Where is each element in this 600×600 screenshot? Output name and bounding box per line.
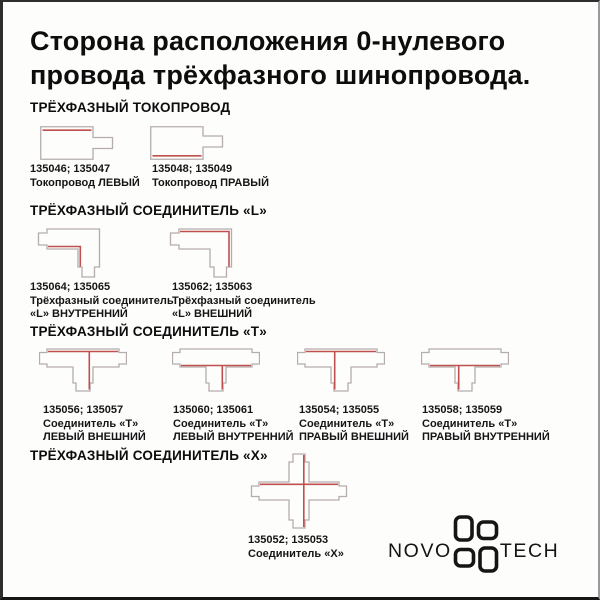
- product-codes: 135052; 135053: [248, 534, 329, 546]
- logo-text-novo: NOVO: [388, 539, 452, 562]
- product-variant: ЛЕВЫЙ ВНЕШНИЙ: [43, 431, 146, 443]
- product-name: Трёхфазный соединитель: [172, 294, 316, 307]
- section-heading-l-connector: ТРЁХФАЗНЫЙ СОЕДИНИТЕЛЬ «L»: [30, 203, 267, 218]
- petal-top-right: [478, 522, 496, 539]
- page-title-line2: провода трёхфазного шинопровода.: [30, 60, 531, 90]
- label-t-right-internal: [422, 404, 550, 445]
- novotech-pinwheel-icon: [453, 515, 499, 573]
- diagram-t-left-external: [39, 347, 127, 393]
- product-variant: ЛЕВЫЙ ВНУТРЕННИЙ: [173, 431, 294, 443]
- product-variant: ПРАВЫЙ ВНУТРЕННИЙ: [422, 431, 550, 443]
- product-codes: 135054; 135055: [299, 404, 380, 416]
- product-name: Соединитель «Т»: [43, 417, 139, 430]
- product-codes: 135048; 135049: [152, 163, 233, 175]
- product-name: Соединитель «Т»: [299, 417, 395, 430]
- label-track-left: [30, 163, 140, 190]
- t-outline: [40, 349, 127, 391]
- diagram-l-internal: [36, 227, 102, 279]
- diagram-t-right-external: [297, 347, 385, 393]
- label-t-left-internal: [173, 404, 294, 445]
- track-right-outline: [151, 127, 223, 160]
- label-t-left-external: [43, 404, 146, 445]
- section-heading-tokoprovod: ТРЁХФАЗНЫЙ ТОКОПРОВОД: [30, 100, 231, 115]
- petal-top-left: [455, 517, 472, 540]
- l-external-outline: [171, 229, 232, 277]
- t-outline: [422, 349, 509, 391]
- product-codes: 135062; 135063: [172, 281, 253, 293]
- product-variant: ПРАВЫЙ ВНЕШНИЙ: [299, 431, 409, 443]
- label-track-right: [152, 163, 269, 190]
- logo-text-tech: TECH: [499, 539, 560, 562]
- product-variant: «L» ВНЕШНИЙ: [172, 308, 253, 320]
- track-left-outline: [41, 127, 113, 160]
- product-variant: «L» ВНУТРЕННИЙ: [30, 308, 128, 320]
- diagram-x-connector: [249, 452, 349, 530]
- diagram-t-left-internal: [172, 347, 260, 393]
- diagram-l-external: [168, 227, 234, 279]
- section-heading-x-connector: ТРЁХФАЗНЫЙ СОЕДИНИТЕЛЬ «Х»: [30, 448, 268, 463]
- novotech-logo: [388, 514, 559, 574]
- diagram-track-left: [40, 126, 120, 160]
- product-codes: 135060; 135061: [173, 404, 254, 416]
- page-title-line1: Сторона расположения 0-нулевого: [30, 26, 506, 56]
- label-l-external: [172, 281, 316, 322]
- product-name: Токопровод ЛЕВЫЙ: [30, 176, 140, 189]
- l-internal-outline: [39, 229, 100, 277]
- product-name: Токопровод ПРАВЫЙ: [152, 176, 269, 189]
- section-heading-t-connector: ТРЁХФАЗНЫЙ СОЕДИНИТЕЛЬ «Т»: [30, 324, 267, 339]
- page-title: [30, 24, 530, 92]
- label-l-internal: [30, 281, 174, 322]
- x-outline: [252, 454, 347, 528]
- t-outline: [173, 349, 260, 391]
- product-codes: 135046; 135047: [30, 163, 111, 175]
- product-name: Соединитель «Т»: [173, 417, 269, 430]
- petal-bottom-right: [480, 548, 497, 571]
- label-t-right-external: [299, 404, 409, 445]
- diagram-track-right: [150, 126, 230, 160]
- product-codes: 135064; 135065: [30, 281, 111, 293]
- product-codes: 135058; 135059: [422, 404, 503, 416]
- product-name: Соединитель «Х»: [248, 547, 344, 560]
- product-name: Трёхфазный соединитель: [30, 294, 174, 307]
- product-codes: 135056; 135057: [43, 404, 124, 416]
- petal-bottom-left: [455, 550, 473, 567]
- product-name: Соединитель «Т»: [422, 417, 518, 430]
- t-outline: [298, 349, 385, 391]
- diagram-t-right-internal: [421, 347, 509, 393]
- label-x-connector: [248, 534, 344, 561]
